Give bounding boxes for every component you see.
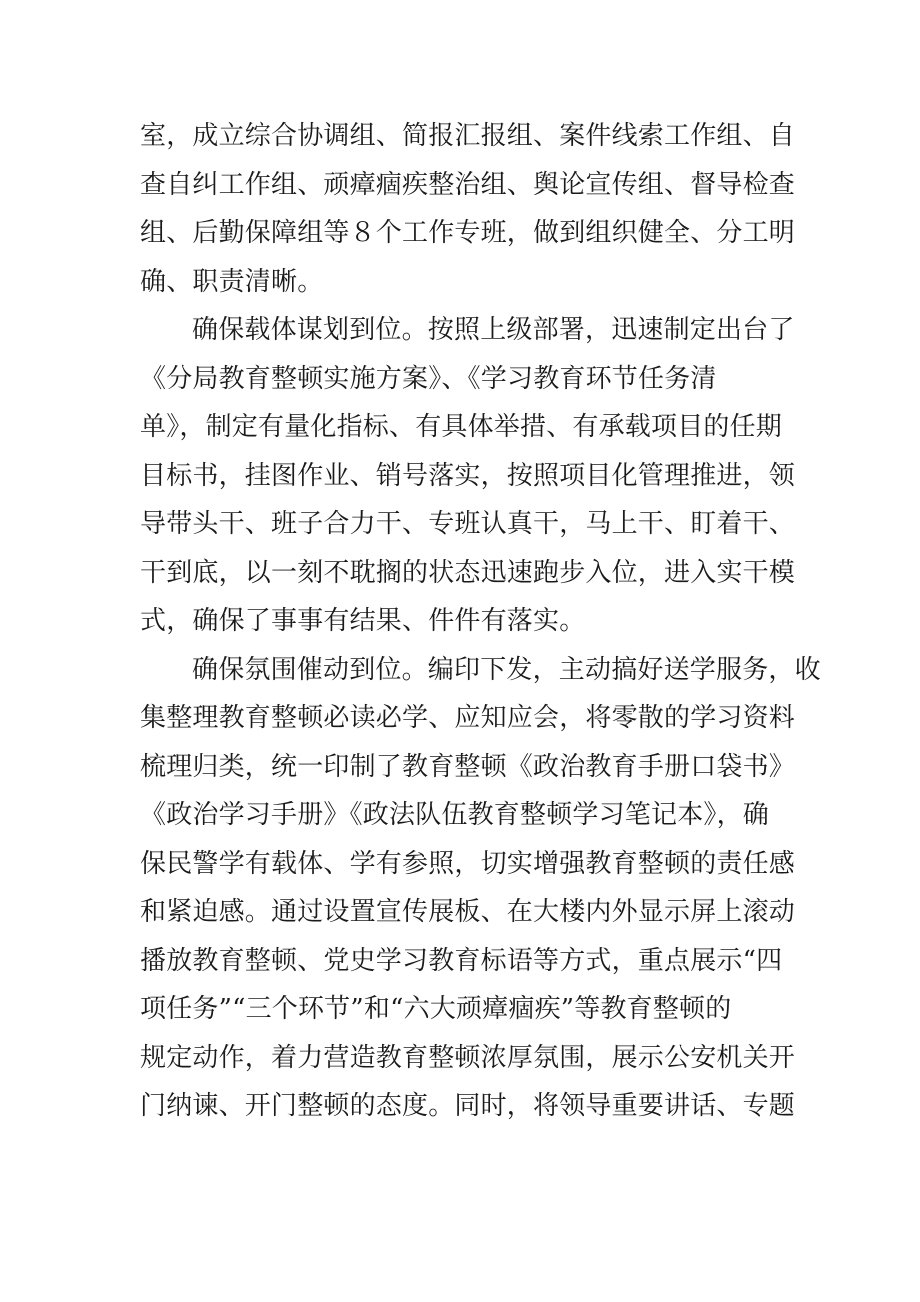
text-line: 确、职责清晰。 bbox=[140, 266, 324, 297]
text-line: 确保载体谋划到位。按照上级部署，迅速制定出台了 bbox=[192, 315, 795, 345]
text-line: 导带头干、班子合力干、专班认真干，马上干、盯着干、 bbox=[140, 509, 796, 539]
text-line: 集整理教育整顿必读必学、应知应会，将零散的学习资料 bbox=[140, 703, 796, 733]
text-line: 门纳谏、开门整顿的态度。同时，将领导重要讲话、专题 bbox=[140, 1091, 796, 1121]
text-line: 梳理归类，统一印制了教育整顿《政治教育手册口袋书》 bbox=[140, 751, 796, 782]
text-line: 干到底，以一刻不耽搁的状态迅速跑步入位，进入实干模 bbox=[140, 557, 796, 588]
text-line: 单》，制定有量化指标、有具体举措、有承载项目的任期 bbox=[140, 412, 783, 442]
text-line: 《政治学习手册》《政法队伍教育整顿学习笔记本》，确 bbox=[140, 800, 770, 830]
paragraph-3 bbox=[140, 646, 821, 1131]
paragraph-1 bbox=[140, 112, 796, 306]
text-line: 项任务”“三个环节”和“六大顽瘴痼疾”等教育整顿的 bbox=[140, 994, 732, 1024]
document-body bbox=[140, 112, 821, 1131]
text-line: 保民警学有载体、学有参照，切实增强教育整顿的责任感 bbox=[140, 848, 796, 879]
text-line: 室，成立综合协调组、简报汇报组、案件线索工作组、自 bbox=[140, 121, 796, 151]
text-line: 查自纠工作组、顽瘴痼疾整治组、舆论宣传组、督导检查 bbox=[140, 169, 796, 200]
paragraph-2 bbox=[140, 306, 796, 646]
text-line: 《分局教育整顿实施方案》、《学习教育环节任务清 bbox=[140, 363, 717, 394]
text-line: 目标书，挂图作业、销号落实，按照项目化管理推进，领 bbox=[140, 460, 796, 491]
text-line: 组、后勤保障组等８个工作专班，做到组织健全、分工明 bbox=[140, 218, 796, 248]
text-line: 确保氛围催动到位。编印下发，主动搞好送学服务，收 bbox=[192, 654, 821, 685]
text-line: 和紧迫感。通过设置宣传展板、在大楼内外显示屏上滚动 bbox=[140, 897, 796, 927]
text-line: 式，确保了事事有结果、件件有落实。 bbox=[140, 606, 586, 636]
text-line: 规定动作，着力营造教育整顿浓厚氛围，展示公安机关开 bbox=[140, 1042, 796, 1073]
text-line: 播放教育整顿、党史学习教育标语等方式，重点展示“四 bbox=[140, 945, 783, 976]
